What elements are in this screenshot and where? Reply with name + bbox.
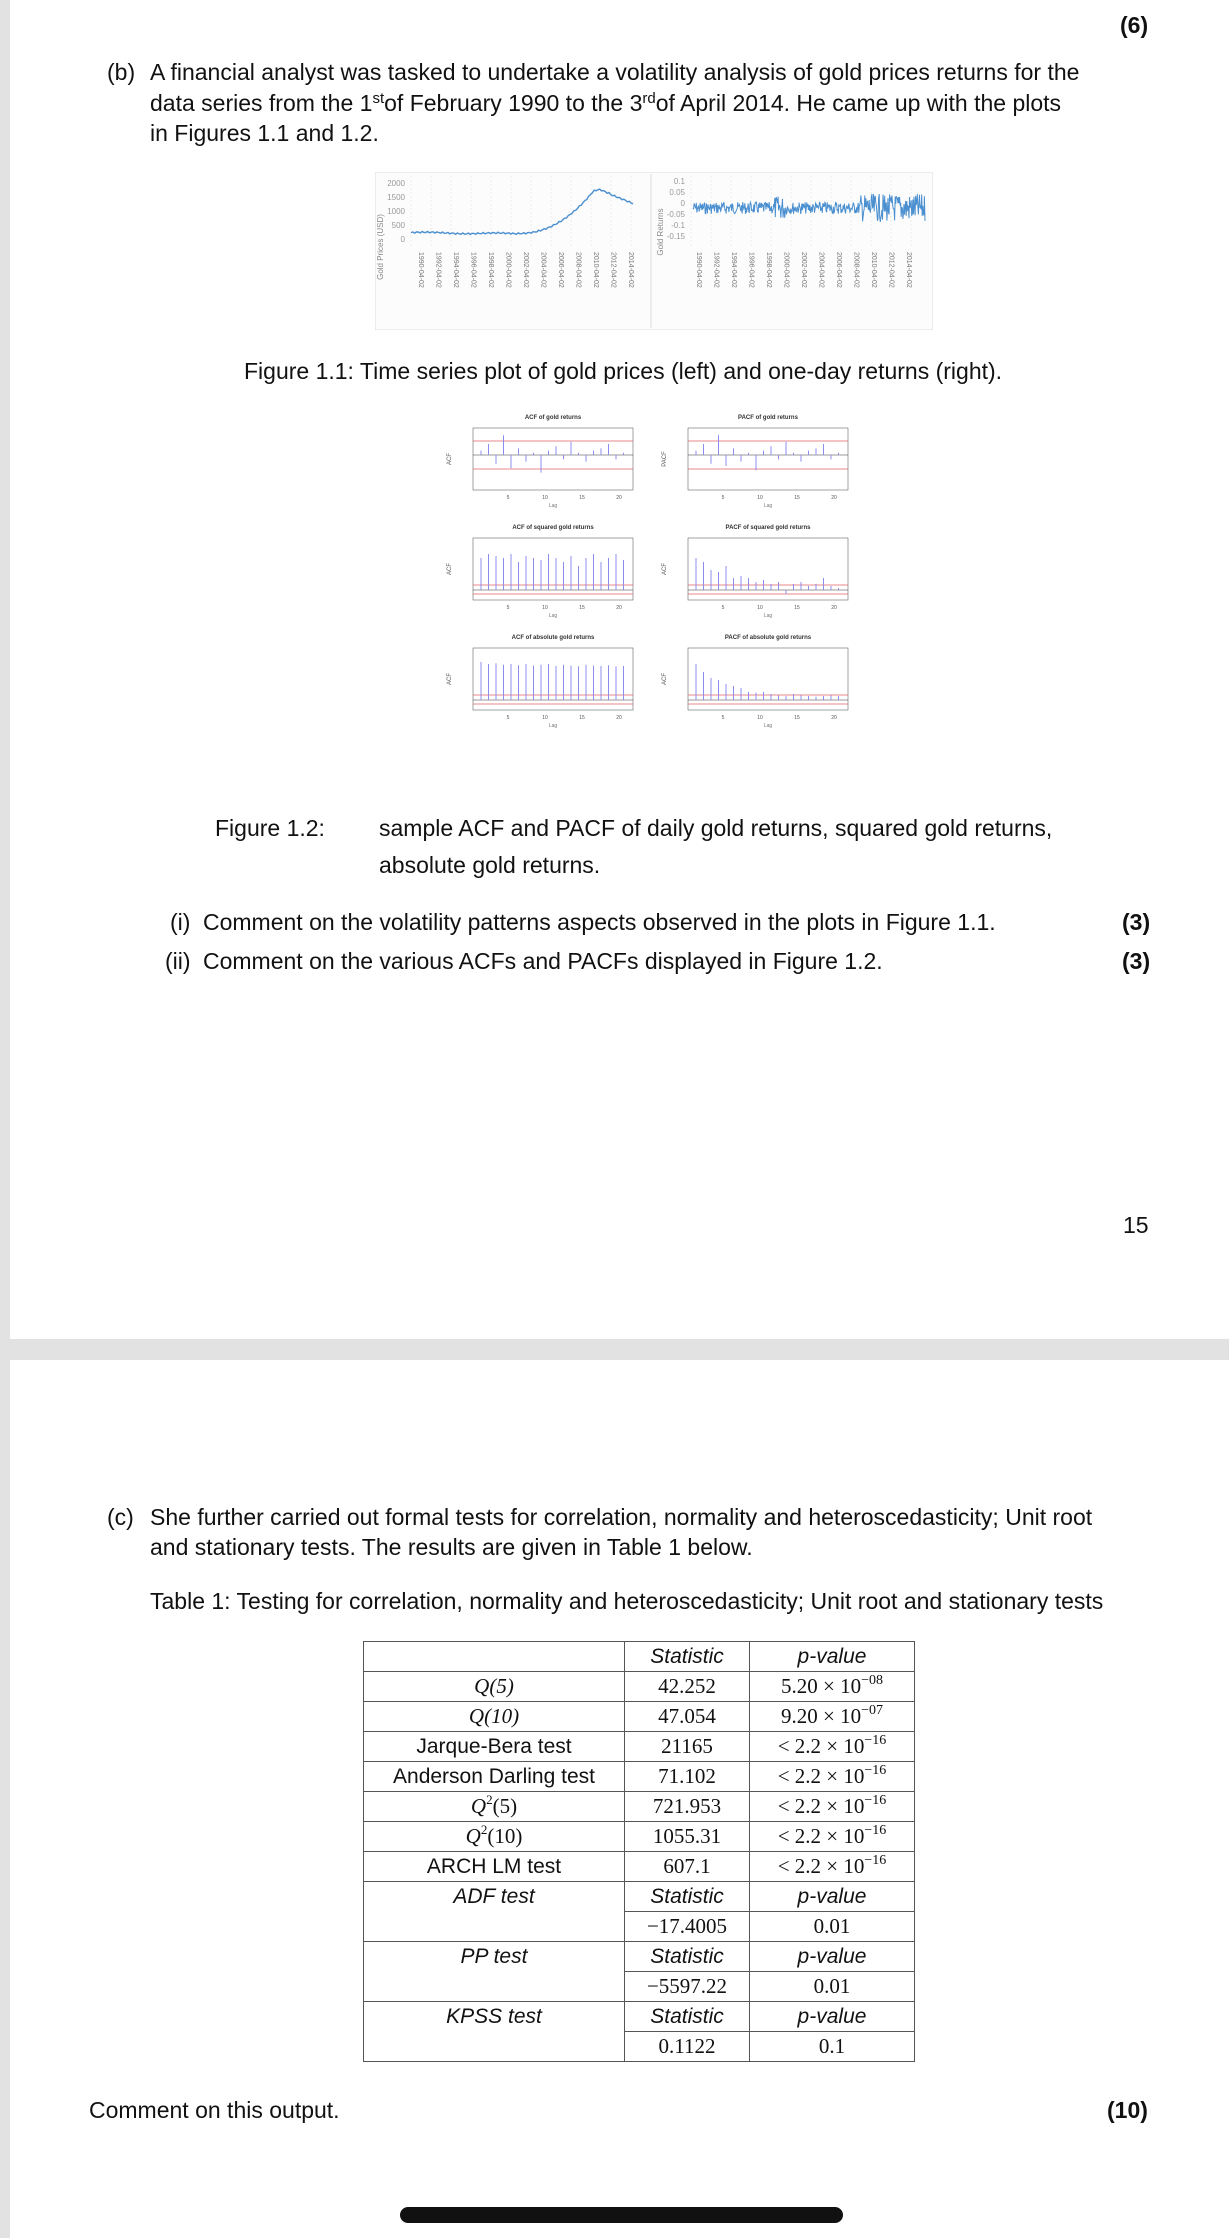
left-xtick: 2006-04-02 <box>557 252 564 288</box>
test-name-cell: ARCH LM test <box>364 1852 625 1882</box>
acf-panel <box>662 525 848 619</box>
unit-root-stat: 0.1122 <box>625 2032 750 2062</box>
acf-lag-tick: 20 <box>616 715 622 721</box>
right-xtick: 1996-04-02 <box>747 252 755 288</box>
acf-panel-ylabel: ACF <box>662 673 668 685</box>
statistic-cell: 42.252 <box>625 1672 750 1702</box>
pvalue-cell: < $2.2 \times 10^{-16}$ <box>750 1852 915 1882</box>
left-xtick: 1992-04-02 <box>434 252 442 288</box>
figure-1-2-caption-label: Figure 1.2: <box>215 815 325 841</box>
left-xtick: 2000-04-02 <box>504 252 512 288</box>
acf-lag-tick: 5 <box>506 605 510 611</box>
unit-root-pval-label: p-value <box>750 1942 915 1972</box>
question-ii-label: (ii) <box>165 948 191 974</box>
test-name-cell: Q(10) <box>364 1702 625 1732</box>
right-xtick: 2000-04-02 <box>782 252 790 288</box>
pvalue-cell: < $2.2 \times 10^{-16}$ <box>750 1792 915 1822</box>
right-xtick: 1992-04-02 <box>712 252 720 288</box>
right-xtick: 2004-04-02 <box>817 252 825 288</box>
right-ytick: 0.1 <box>673 177 685 186</box>
table-row <box>364 1792 915 1822</box>
part-b-line-2: data series from the 1stof February 1990 to the 3rdof April 2014. He came up with the plots <box>150 90 1062 116</box>
left-xtick: 2014-04-02 <box>627 252 634 288</box>
right-ytick: -0.05 <box>666 210 685 219</box>
unit-root-stat-label: Statistic <box>625 1942 750 1972</box>
acf-lag-tick: 20 <box>616 495 622 501</box>
right-xtick: 2006-04-02 <box>835 252 842 288</box>
acf-panel <box>447 525 633 619</box>
figure-1-2 <box>443 406 863 766</box>
acf-lag-tick: 20 <box>831 715 837 721</box>
figure-1-1 <box>375 172 933 330</box>
unit-root-test-name: KPSS test <box>364 2002 625 2032</box>
question-i-text: Comment on the volatility patterns aspects observed in the plots in Figure 1.1. <box>203 909 996 935</box>
table-row <box>364 1672 915 1702</box>
pvalue-cell: $9.20 \times 10^{-07}$ <box>750 1702 915 1732</box>
table-row <box>364 1732 915 1762</box>
test-name-cell: $Q^2(10)$ <box>364 1822 625 1852</box>
statistic-cell: 721.953 <box>625 1792 750 1822</box>
unit-root-header-row <box>364 2002 915 2032</box>
left-xtick: 1994-04-02 <box>452 252 459 288</box>
acf-panel-xlabel: Lag <box>548 723 558 729</box>
unit-root-pval: 0.01 <box>750 1972 915 2002</box>
pvalue-cell: < $2.2 \times 10^{-16}$ <box>750 1762 915 1792</box>
statistic-cell: 607.1 <box>625 1852 750 1882</box>
acf-lag-tick: 5 <box>506 715 510 721</box>
unit-root-pval-label: p-value <box>750 2002 915 2032</box>
part-c-line-2: and stationary tests. The results are given in Table 1 below. <box>150 1534 753 1560</box>
unit-root-test-name: PP test <box>364 1942 625 1972</box>
page-number: 15 <box>1123 1212 1149 1238</box>
part-c-line-1: She further carried out formal tests for correlation, normality and heteroscedasticity; Unit root <box>150 1504 1093 1530</box>
unit-root-pval-label: p-value <box>750 1882 915 1912</box>
statistic-cell: 47.054 <box>625 1702 750 1732</box>
acf-lag-tick: 10 <box>542 605 548 611</box>
acf-lag-tick: 15 <box>579 495 585 501</box>
home-indicator[interactable] <box>400 2207 843 2223</box>
right-xtick: 1998-04-02 <box>765 252 772 288</box>
figure-1-2-caption-line-2: absolute gold returns. <box>379 852 601 878</box>
question-ii-text: Comment on the various ACFs and PACFs displayed in Figure 1.2. <box>203 948 883 974</box>
unit-root-pval: 0.01 <box>750 1912 915 1942</box>
figure-1-1-caption: Figure 1.1: Time series plot of gold prices (left) and one-day returns (right). <box>244 358 1003 384</box>
acf-panel <box>662 415 848 509</box>
unit-root-empty-cell <box>364 1912 625 1942</box>
right-xtick: 2010-04-02 <box>870 252 877 288</box>
table-row <box>364 1822 915 1852</box>
acf-panel-title: PACF of gold returns <box>738 415 798 421</box>
acf-panel-frame <box>688 428 848 490</box>
unit-root-header-row <box>364 1942 915 1972</box>
acf-lag-tick: 20 <box>831 605 837 611</box>
right-xtick: 1994-04-02 <box>730 252 737 288</box>
right-ytick: 0 <box>680 199 685 208</box>
left-xtick: 1998-04-02 <box>487 252 494 288</box>
pvalue-cell: $5.20 \times 10^{-08}$ <box>750 1672 915 1702</box>
question-i-label: (i) <box>170 909 191 935</box>
acf-panel-xlabel: Lag <box>548 613 558 619</box>
unit-root-header-row <box>364 1882 915 1912</box>
table-row <box>364 1762 915 1792</box>
header-statistic: Statistic <box>625 1642 750 1672</box>
part-b-label: (b) <box>107 59 136 85</box>
unit-root-test-name: ADF test <box>364 1882 625 1912</box>
right-ytick: -0.15 <box>666 232 685 241</box>
acf-panel-xlabel: Lag <box>763 723 773 729</box>
question-i-marks: (3) <box>1122 909 1151 935</box>
acf-panel-ylabel: ACF <box>447 673 453 685</box>
right-xtick: 2012-04-02 <box>887 252 895 288</box>
unit-root-empty-cell <box>364 2032 625 2062</box>
acf-panel-xlabel: Lag <box>548 503 558 509</box>
acf-panel-frame <box>473 428 633 490</box>
acf-lag-tick: 5 <box>506 495 510 501</box>
unit-root-stat-label: Statistic <box>625 1882 750 1912</box>
right-ytick: -0.1 <box>671 221 685 230</box>
acf-lag-tick: 5 <box>721 715 725 721</box>
acf-panel <box>662 635 848 729</box>
test-name-cell: $Q^2(5)$ <box>364 1792 625 1822</box>
exam-page-1 <box>10 0 1229 1339</box>
acf-lag-tick: 20 <box>831 495 837 501</box>
acf-panel-title: PACF of absolute gold returns <box>724 635 812 641</box>
acf-panel-ylabel: PACF <box>662 451 668 467</box>
acf-panel-ylabel: ACF <box>662 563 668 575</box>
part-b-line-1: A financial analyst was tasked to undertake a volatility analysis of gold prices returns for the <box>150 59 1080 85</box>
acf-lag-tick: 10 <box>542 495 548 501</box>
unit-root-pval: 0.1 <box>750 2032 915 2062</box>
acf-panel <box>447 415 633 509</box>
acf-panel-xlabel: Lag <box>763 613 773 619</box>
left-ytick: 0 <box>400 235 405 244</box>
left-ytick: 2000 <box>387 179 405 188</box>
right-ytick: 0.05 <box>669 188 685 197</box>
acf-panel-xlabel: Lag <box>763 503 773 509</box>
test-name-cell: Jarque-Bera test <box>364 1732 625 1762</box>
acf-panel <box>447 635 633 729</box>
table-row <box>364 1852 915 1882</box>
unit-root-stat: −5597.22 <box>625 1972 750 2002</box>
part-c-label: (c) <box>107 1504 134 1530</box>
fig11-right-ylabel: Gold Returns <box>656 208 665 256</box>
statistic-cell: 71.102 <box>625 1762 750 1792</box>
right-xtick: 2002-04-02 <box>800 252 807 288</box>
marks-6: (6) <box>1120 12 1149 38</box>
acf-lag-tick: 10 <box>757 715 763 721</box>
right-xtick: 2008-04-02 <box>852 252 860 288</box>
left-xtick: 1990-04-02 <box>417 252 424 288</box>
question-ii-marks: (3) <box>1122 948 1151 974</box>
acf-panel-title: ACF of gold returns <box>524 415 582 421</box>
acf-lag-tick: 20 <box>616 605 622 611</box>
right-xtick: 2014-04-02 <box>905 252 912 288</box>
fig11-left-ylabel: Gold Prices (USD) <box>376 214 385 280</box>
acf-lag-tick: 10 <box>542 715 548 721</box>
test-name-cell: Q(5) <box>364 1672 625 1702</box>
right-xtick: 1990-04-02 <box>695 252 702 288</box>
table-caption: Table 1: Testing for correlation, normality and heteroscedasticity; Unit root and stationary tests <box>150 1588 1104 1614</box>
acf-lag-tick: 15 <box>794 495 800 501</box>
acf-lag-tick: 15 <box>579 605 585 611</box>
acf-lag-tick: 5 <box>721 605 725 611</box>
pvalue-cell: < $2.2 \times 10^{-16}$ <box>750 1822 915 1852</box>
unit-root-value-row <box>364 1912 915 1942</box>
table-row <box>364 1702 915 1732</box>
left-ytick: 1000 <box>387 207 405 216</box>
comment-text: Comment on this output. <box>89 2097 340 2123</box>
left-xtick: 2010-04-02 <box>592 252 599 288</box>
acf-lag-tick: 10 <box>757 495 763 501</box>
figure-1-2-caption-line-1: sample ACF and PACF of daily gold returns, squared gold returns, <box>379 815 1053 841</box>
header-empty-cell <box>364 1642 625 1672</box>
acf-panel-title: ACF of absolute gold returns <box>511 635 595 641</box>
left-xtick: 2008-04-02 <box>574 252 582 288</box>
acf-panel-ylabel: ACF <box>447 453 453 465</box>
pvalue-cell: < $2.2 \times 10^{-16}$ <box>750 1732 915 1762</box>
part-b-line-3: in Figures 1.1 and 1.2. <box>150 120 379 146</box>
unit-root-stat-label: Statistic <box>625 2002 750 2032</box>
unit-root-value-row <box>364 2032 915 2062</box>
acf-lag-tick: 15 <box>579 715 585 721</box>
test-name-cell: Anderson Darling test <box>364 1762 625 1792</box>
header-pvalue: p-value <box>750 1642 915 1672</box>
left-xtick: 2004-04-02 <box>539 252 547 288</box>
acf-lag-tick: 15 <box>794 715 800 721</box>
results-table <box>363 1641 915 2062</box>
acf-panel-title: ACF of squared gold returns <box>512 525 594 531</box>
table-header-row <box>364 1642 915 1672</box>
statistic-cell: 1055.31 <box>625 1822 750 1852</box>
unit-root-value-row <box>364 1972 915 2002</box>
left-xtick: 2002-04-02 <box>522 252 529 288</box>
left-ytick: 500 <box>391 221 405 230</box>
unit-root-empty-cell <box>364 1972 625 2002</box>
acf-panel-title: PACF of squared gold returns <box>725 525 811 531</box>
statistic-cell: 21165 <box>625 1732 750 1762</box>
acf-panel-frame <box>688 538 848 600</box>
left-xtick: 2012-04-02 <box>609 252 617 288</box>
acf-panel-frame <box>688 648 848 710</box>
acf-lag-tick: 10 <box>757 605 763 611</box>
acf-panel-ylabel: ACF <box>447 563 453 575</box>
acf-lag-tick: 5 <box>721 495 725 501</box>
comment-marks: (10) <box>1107 2097 1148 2123</box>
unit-root-stat: −17.4005 <box>625 1912 750 1942</box>
left-xtick: 1996-04-02 <box>469 252 477 288</box>
left-ytick: 1500 <box>387 193 405 202</box>
acf-lag-tick: 15 <box>794 605 800 611</box>
